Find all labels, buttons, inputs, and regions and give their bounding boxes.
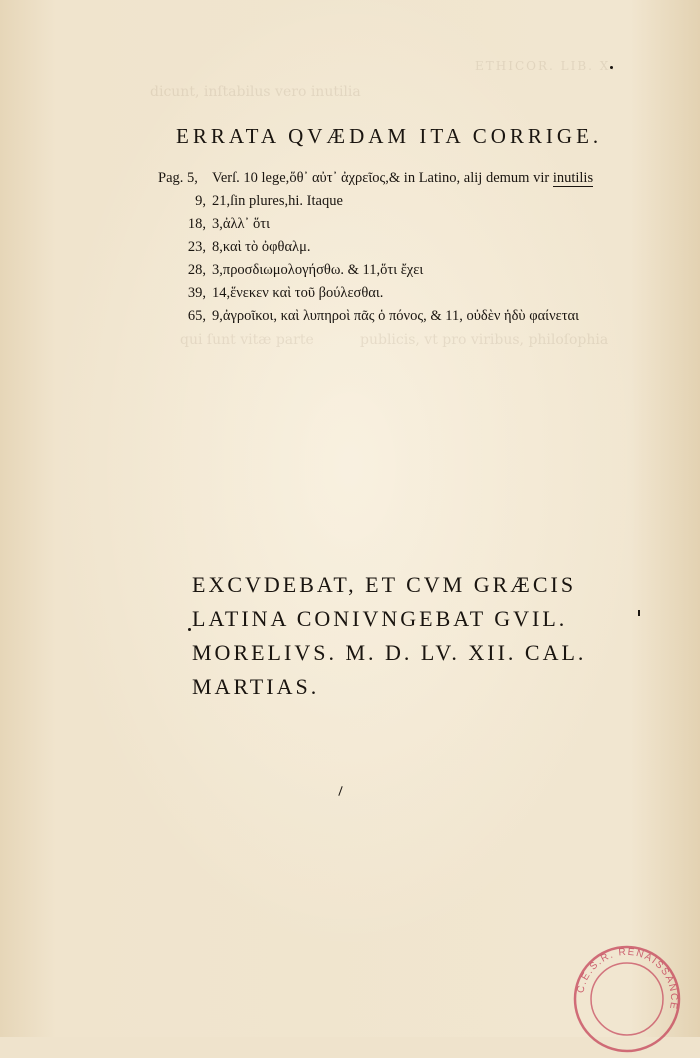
errata-text: ὅθ᾽ αὐτ᾽ ἀχρεῖος,& in Latino, alij demum vir xyxy=(289,170,553,186)
bleed-through-header: ETHICOR. LIB. X. xyxy=(475,59,617,73)
errata-list xyxy=(158,170,648,331)
ink-speck xyxy=(610,66,613,69)
errata-correction xyxy=(212,216,270,233)
errata-row xyxy=(158,285,648,308)
colophon-line: MORELIVS. M. D. LV. XII. CAL. xyxy=(192,640,587,665)
errata-line-ref: 3, xyxy=(212,262,223,278)
errata-line-ref: 8, xyxy=(212,239,223,255)
bleed-through-text: dicunt, inſtabilus vero inutilia xyxy=(150,84,361,100)
errata-page-ref: 9, xyxy=(195,193,206,209)
ink-speck xyxy=(188,628,191,631)
colophon-line: LATINA CONIVNGEBAT GVIL. xyxy=(192,606,568,631)
errata-row xyxy=(158,239,648,262)
svg-text:C.E.S.R. RENAISSANCE: C.E.S.R. RENAISSANCE xyxy=(575,946,680,1012)
errata-correction xyxy=(212,285,383,302)
colophon-line: MARTIAS. xyxy=(192,674,320,699)
errata-text: ἀλλ᾽ ὅτι xyxy=(222,216,270,232)
errata-text: καὶ τὸ ὀφθαλμ. xyxy=(222,239,311,255)
errata-heading: ERRATA QVÆDAM ITA CORRIGE. xyxy=(176,124,603,148)
errata-page-ref: 28, xyxy=(187,262,206,278)
errata-text: προσδιωμολογήσθω. & 11,ὅτι ἔχει xyxy=(222,262,424,278)
errata-correction xyxy=(212,262,423,279)
errata-row xyxy=(158,193,648,216)
errata-page-ref: 39, xyxy=(187,285,206,301)
errata-text: ſin plures,hi. Itaque xyxy=(230,193,343,209)
errata-line-ref: 21, xyxy=(212,193,231,209)
colophon xyxy=(192,568,652,704)
errata-page-ref: 18, xyxy=(187,216,206,232)
errata-page-ref: 65, xyxy=(187,308,206,324)
errata-line-ref: 9, xyxy=(212,308,223,324)
errata-underlined-word: inutilis xyxy=(552,170,594,186)
errata-page-ref: Pag. 5, xyxy=(158,170,198,186)
errata-row xyxy=(158,262,648,285)
ink-speck xyxy=(638,610,640,616)
library-stamp-icon xyxy=(568,940,686,1058)
errata-row xyxy=(158,216,648,239)
errata-page-ref: 23, xyxy=(187,239,206,255)
errata-correction xyxy=(212,170,593,187)
errata-correction xyxy=(212,239,310,256)
errata-correction xyxy=(212,308,579,325)
errata-text: ἕνεκεν καὶ τοῦ βούλεσθαι. xyxy=(230,285,384,301)
colophon-line: EXCVDEBAT, ET CVM GRÆCIS xyxy=(192,572,577,597)
bleed-through-text: publicis, vt pro viribus, philoſophia xyxy=(360,332,609,348)
errata-row xyxy=(158,308,648,331)
errata-line-ref: 3, xyxy=(212,216,223,232)
errata-row xyxy=(158,170,648,193)
bleed-through-text: qui ſunt vitæ parte xyxy=(180,332,314,348)
errata-text: ἀγροῖκοι, καὶ λυπηροὶ πᾶς ὁ πόνος, & 11, οὐδὲν ἡδὺ φαίνεται xyxy=(222,308,580,324)
errata-correction xyxy=(212,193,343,210)
errata-line-ref: Verſ. 10 lege, xyxy=(212,170,290,186)
errata-line-ref: 14, xyxy=(212,285,231,301)
ink-mark xyxy=(338,786,342,796)
